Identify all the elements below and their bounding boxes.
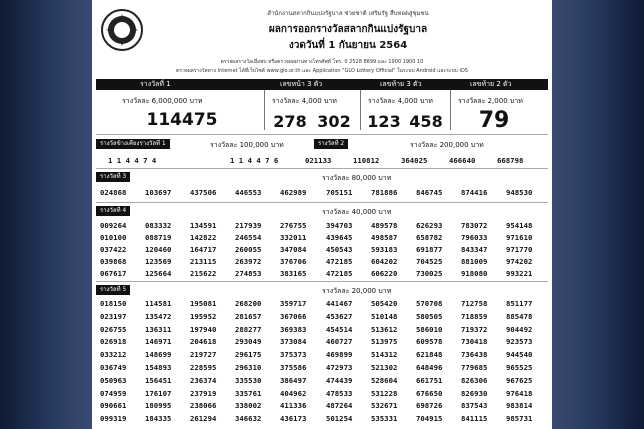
prize-number: 437506 (190, 188, 217, 197)
prize-number: 676650 (416, 388, 443, 398)
background-right (552, 0, 644, 429)
prize-number: 826930 (461, 388, 488, 398)
prize-number: 944540 (506, 350, 533, 360)
prize-number: 705151 (326, 188, 353, 197)
prize-number: 219727 (190, 350, 217, 360)
prize-number: 971610 (506, 233, 533, 242)
prize-number: 338002 (235, 401, 262, 411)
prize-number: 469899 (326, 350, 353, 360)
prize-number: 521302 (371, 363, 398, 372)
prize-number: 783072 (461, 221, 488, 230)
prize-number: 719372 (461, 324, 488, 334)
prize-number: 125664 (145, 269, 172, 278)
front3-amount: รางวัลละ 4,000 บาท (272, 97, 337, 105)
prize-number: 535331 (371, 414, 398, 424)
second-prize-number: 466640 (449, 156, 476, 165)
third-prize-label: รางวัลที่ 3 (96, 172, 130, 182)
prize-number: 026755 (100, 324, 127, 334)
prize-number: 204618 (190, 337, 217, 347)
prize-number: 487264 (326, 401, 353, 411)
prize-number: 954148 (506, 221, 533, 230)
prize-number: 843347 (461, 245, 488, 254)
prize-number: 213115 (190, 257, 217, 266)
prize-number: 441467 (326, 299, 353, 308)
separator (96, 134, 548, 135)
prize-number: 661751 (416, 375, 443, 385)
second-prize-number: 021133 (305, 156, 332, 165)
prize-number: 513612 (371, 324, 398, 334)
near-first-row (100, 156, 544, 166)
page-title: ผลการออกรางวัลสลากกินแบ่งรัฐบาล (268, 24, 428, 35)
prize-number: 796033 (461, 233, 488, 242)
prize-number: 195952 (190, 311, 217, 321)
front3-number: 302 (317, 112, 351, 131)
prize-number: 373084 (280, 337, 307, 347)
prize-number: 237919 (190, 388, 217, 398)
prize-number: 904492 (506, 324, 533, 334)
prize-number: 404962 (280, 388, 307, 398)
prize-number: 580505 (416, 311, 443, 321)
prize-number: 779685 (461, 363, 488, 372)
first-prize-label: รางวัลที่ 1 (140, 80, 171, 88)
prize-number: 462989 (280, 188, 307, 197)
prize-number: 691877 (416, 245, 443, 254)
second-prize-number: 110812 (353, 156, 380, 165)
prize-number: 593183 (371, 245, 398, 254)
fourth-prize-grid (100, 221, 544, 281)
prize-number: 347084 (280, 245, 307, 254)
prize-number: 586010 (416, 324, 443, 334)
divider (360, 90, 361, 130)
prize-number: 604202 (371, 257, 398, 266)
prize-number: 474439 (326, 375, 353, 385)
prize-number: 698726 (416, 401, 443, 411)
prize-number: 983814 (506, 401, 533, 411)
prize-number: 985731 (506, 414, 533, 424)
prize-number: 037422 (100, 245, 127, 254)
fifth-prize-amount: รางวัลละ 20,000 บาท (322, 287, 392, 295)
prize-number: 514312 (371, 350, 398, 360)
prize-number: 609578 (416, 337, 443, 347)
top-prize-header-bar (96, 79, 548, 90)
back2-amount: รางวัลละ 2,000 บาท (458, 97, 523, 105)
prize-number: 841115 (461, 414, 488, 424)
prize-number: 293049 (235, 337, 262, 347)
prize-number: 472185 (326, 269, 353, 278)
prize-number: 478533 (326, 388, 353, 398)
prize-number: 472973 (326, 363, 353, 372)
second-prize-number: 364025 (401, 156, 428, 165)
prize-number: 261294 (190, 414, 217, 424)
front3-number: 278 (273, 112, 307, 131)
prize-number: 010100 (100, 233, 127, 242)
prize-number: 648496 (416, 363, 443, 372)
prize-number: 142822 (190, 233, 217, 242)
prize-number: 570708 (416, 299, 443, 308)
separator (96, 281, 548, 282)
third-prize-amount: รางวัลละ 80,000 บาท (322, 174, 392, 182)
prize-number: 296310 (235, 363, 262, 372)
second-prize-label: รางวัลที่ 2 (314, 139, 348, 149)
prize-number: 730025 (416, 269, 443, 278)
divider (450, 90, 451, 130)
back3-label: เลขท้าย 3 ตัว (380, 80, 422, 88)
prize-number: 217939 (235, 221, 262, 230)
prize-number: 885478 (506, 311, 533, 321)
prize-number: 120460 (145, 245, 172, 254)
prize-number: 472185 (326, 257, 353, 266)
prize-number: 367066 (280, 311, 307, 321)
prize-number: 346632 (235, 414, 262, 424)
prize-number: 498587 (371, 233, 398, 242)
divider (264, 90, 265, 130)
prize-number: 176107 (145, 388, 172, 398)
prize-number: 704915 (416, 414, 443, 424)
prize-number: 238066 (190, 401, 217, 411)
prize-number: 528604 (371, 375, 398, 385)
prize-number: 074959 (100, 388, 127, 398)
prize-number: 083332 (145, 221, 172, 230)
prize-number: 454514 (326, 324, 353, 334)
prize-number: 505420 (371, 299, 398, 308)
prize-number: 359717 (280, 299, 307, 308)
prize-number: 460727 (326, 337, 353, 347)
prize-number: 281657 (235, 311, 262, 321)
first-prize-amount: รางวัลละ 6,000,000 บาท (122, 97, 203, 105)
prize-number: 164717 (190, 245, 217, 254)
prize-number: 439645 (326, 233, 353, 242)
prize-number: 704525 (416, 257, 443, 266)
prize-number: 453627 (326, 311, 353, 321)
prize-number: 446553 (235, 188, 262, 197)
prize-number: 411336 (280, 401, 307, 411)
separator (96, 168, 548, 169)
prize-number: 018150 (100, 299, 127, 308)
background-left (0, 0, 92, 429)
prize-number: 971770 (506, 245, 533, 254)
prize-number: 531228 (371, 388, 398, 398)
prize-number: 712758 (461, 299, 488, 308)
prize-number: 260055 (235, 245, 262, 254)
prize-number: 246554 (235, 233, 262, 242)
prize-number: 103697 (145, 188, 172, 197)
prize-number: 215622 (190, 269, 217, 278)
prize-number: 923573 (506, 337, 533, 347)
prize-number: 965525 (506, 363, 533, 372)
prize-number: 436173 (280, 414, 307, 424)
prize-number: 976418 (506, 388, 533, 398)
prize-number: 489578 (371, 221, 398, 230)
prize-number: 180995 (145, 401, 172, 411)
prize-number: 851177 (506, 299, 533, 308)
prize-number: 114581 (145, 299, 172, 308)
prize-number: 184335 (145, 414, 172, 424)
prize-number: 837543 (461, 401, 488, 411)
prize-number: 881009 (461, 257, 488, 266)
prize-number: 781886 (371, 188, 398, 197)
prize-number: 039868 (100, 257, 127, 266)
back3-number: 123 (367, 112, 401, 131)
prize-number: 450543 (326, 245, 353, 254)
near-first-label: รางวัลข้างเคียงรางวัลที่ 1 (96, 139, 170, 149)
prize-number: 375373 (280, 350, 307, 360)
back2-number: 79 (478, 108, 510, 133)
near-first-number: 1 1 4 4 7 4 (108, 156, 157, 165)
prize-number: 036749 (100, 363, 127, 372)
second-prize-number: 668798 (497, 156, 524, 165)
prize-number: 276755 (280, 221, 307, 230)
prize-number: 135472 (145, 311, 172, 321)
fourth-prize-amount: รางวัลละ 40,000 บาท (322, 208, 392, 216)
prize-number: 009264 (100, 221, 127, 230)
prize-number: 332011 (280, 233, 307, 242)
prize-number: 718859 (461, 311, 488, 321)
prize-number: 123569 (145, 257, 172, 266)
fifth-prize-grid (100, 299, 544, 429)
prize-number: 394703 (326, 221, 353, 230)
front3-label: เลขหน้า 3 ตัว (280, 80, 323, 88)
prize-number: 974202 (506, 257, 533, 266)
verify-phone-note: ตรวจผลรางวัลเมื่อพบ หรือตรวจผลผ่านทางโทรศัพท์ โทร. 0 2528 8899 และ 1900 1900 10 (220, 59, 424, 65)
prize-number: 067617 (100, 269, 127, 278)
prize-number: 099319 (100, 414, 127, 424)
prize-number: 826306 (461, 375, 488, 385)
prize-number: 621848 (416, 350, 443, 360)
prize-number: 296175 (235, 350, 262, 360)
verify-internet-note: ตรวจผลรางวัลทาง Internet ได้ที่เว็บไซต์ www.glo.or.th และ Application "GLO Lottery Official" ในระบบ Android และระบบ iOS (176, 68, 468, 74)
prize-number: 148699 (145, 350, 172, 360)
prize-number: 154893 (145, 363, 172, 372)
prize-number: 236374 (190, 375, 217, 385)
prize-number: 146971 (145, 337, 172, 347)
prize-number: 369383 (280, 324, 307, 334)
prize-number: 532671 (371, 401, 398, 411)
prize-number: 228595 (190, 363, 217, 372)
prize-number: 197940 (190, 324, 217, 334)
prize-number: 383165 (280, 269, 307, 278)
lottery-result-sheet (92, 0, 552, 429)
second-prize-amount: รางวัลละ 200,000 บาท (410, 141, 484, 149)
prize-number: 501254 (326, 414, 353, 424)
prize-number: 274853 (235, 269, 262, 278)
prize-number: 156451 (145, 375, 172, 385)
prize-number: 195081 (190, 299, 217, 308)
prize-number: 335761 (235, 388, 262, 398)
third-prize-grid (100, 188, 544, 198)
prize-number: 376706 (280, 257, 307, 266)
prize-number: 606220 (371, 269, 398, 278)
fourth-prize-label: รางวัลที่ 4 (96, 206, 130, 216)
first-prize-number: 114475 (146, 110, 218, 130)
prize-number: 263972 (235, 257, 262, 266)
separator (96, 202, 548, 203)
prize-number: 033212 (100, 350, 127, 360)
prize-number: 090661 (100, 401, 127, 411)
prize-number: 386497 (280, 375, 307, 385)
prize-number: 626293 (416, 221, 443, 230)
draw-date: งวดวันที่ 1 กันยายน 2564 (288, 40, 408, 51)
prize-number: 268200 (235, 299, 262, 308)
prize-number: 088719 (145, 233, 172, 242)
prize-number: 134591 (190, 221, 217, 230)
prize-number: 658782 (416, 233, 443, 242)
prize-number: 375586 (280, 363, 307, 372)
prize-number: 874416 (461, 188, 488, 197)
prize-number: 993221 (506, 269, 533, 278)
prize-number: 335530 (235, 375, 262, 385)
prize-number: 024868 (100, 188, 127, 197)
prize-number: 136311 (145, 324, 172, 334)
prize-number: 510148 (371, 311, 398, 321)
back2-label: เลขท้าย 2 ตัว (470, 80, 512, 88)
fifth-prize-label: รางวัลที่ 5 (96, 285, 130, 295)
lottery-office-seal-icon (100, 8, 144, 52)
prize-number: 736438 (461, 350, 488, 360)
prize-number: 023197 (100, 311, 127, 321)
prize-number: 948530 (506, 188, 533, 197)
prize-number: 967625 (506, 375, 533, 385)
org-tagline: สำนักงานสลากกินแบ่งรัฐบาล ช่วยชาติ เสริมรัฐ สืบทอดสู่ชุมชน (267, 10, 429, 17)
prize-number: 026918 (100, 337, 127, 347)
back3-amount: รางวัลละ 4,000 บาท (368, 97, 433, 105)
near-first-number: 1 1 4 4 7 6 (230, 156, 279, 165)
prize-number: 846745 (416, 188, 443, 197)
back3-number: 458 (409, 112, 443, 131)
prize-number: 288277 (235, 324, 262, 334)
prize-number: 918080 (461, 269, 488, 278)
near-first-amount: รางวัลละ 100,000 บาท (210, 141, 284, 149)
prize-number: 513975 (371, 337, 398, 347)
prize-number: 730418 (461, 337, 488, 347)
prize-number: 050963 (100, 375, 127, 385)
